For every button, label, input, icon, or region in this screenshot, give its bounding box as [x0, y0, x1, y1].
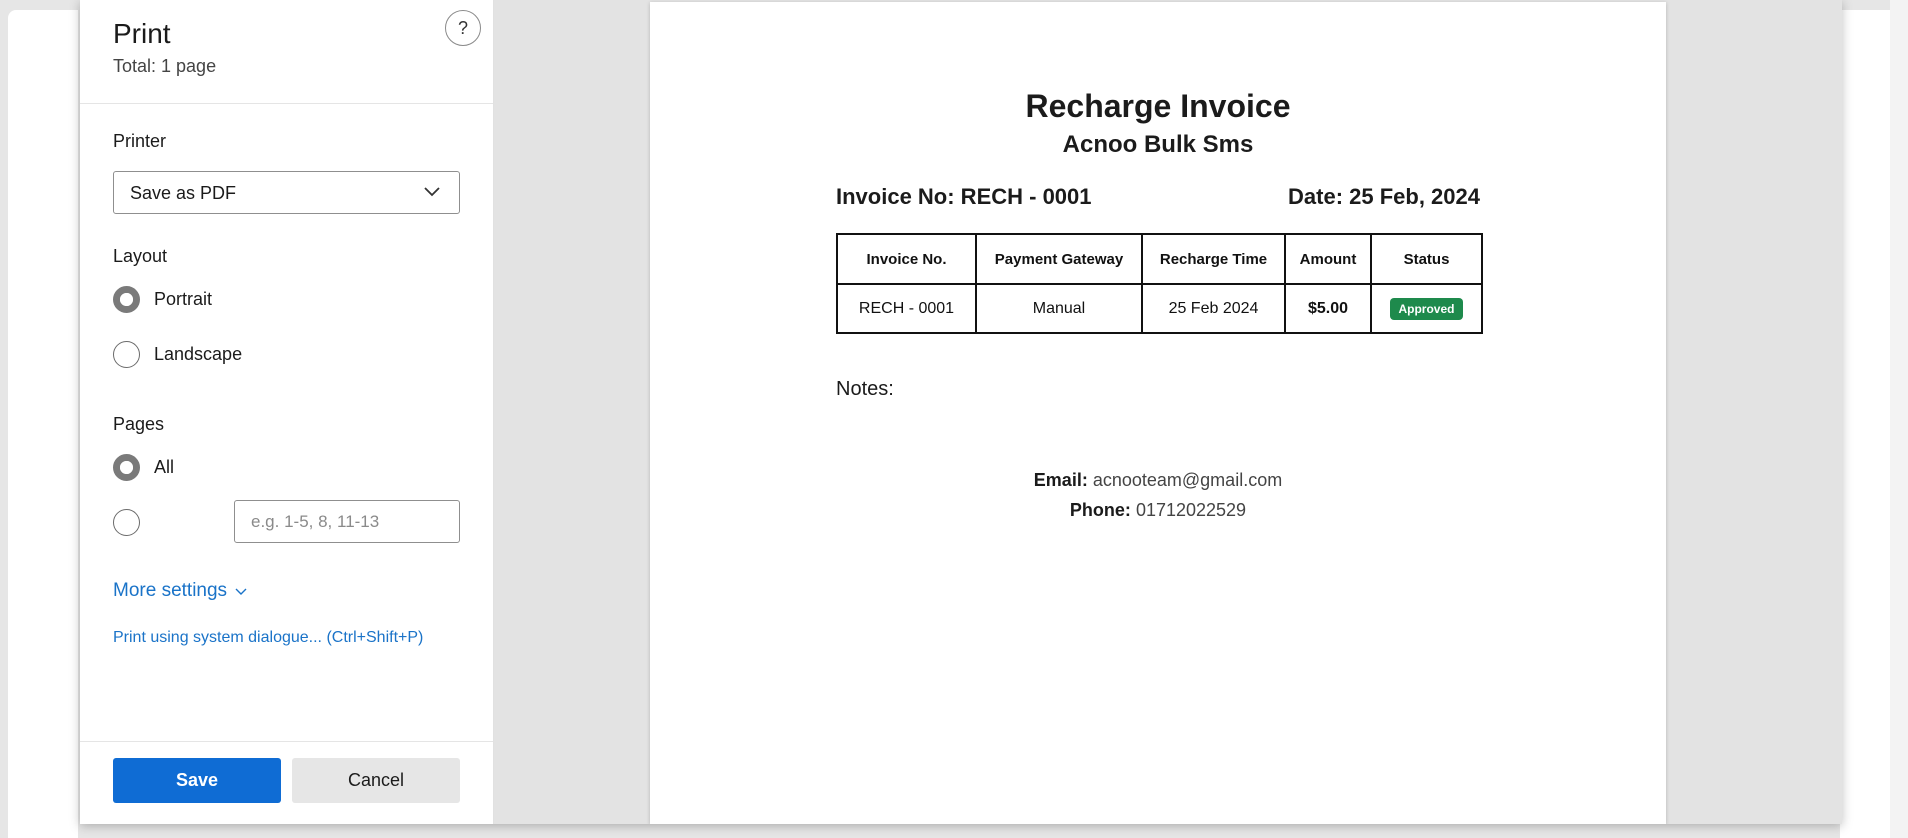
print-dialog: [80, 0, 1842, 824]
cell-amount: $5.00: [1285, 284, 1371, 333]
notes-label: Notes:: [836, 378, 894, 400]
pages-custom-radio[interactable]: [113, 509, 140, 536]
column-header: Status: [1371, 234, 1482, 284]
cell-gateway: Manual: [976, 284, 1142, 333]
more-settings-link[interactable]: [113, 580, 247, 602]
landscape-radio[interactable]: [113, 341, 140, 368]
system-dialog-link[interactable]: Print using system dialogue... (Ctrl+Shift+P): [113, 629, 424, 646]
printer-label: Printer: [113, 131, 167, 151]
chevron-down-icon: [423, 183, 441, 201]
column-header: Recharge Time: [1142, 234, 1285, 284]
table-header-row: [837, 234, 1482, 284]
chevron-down-icon: [235, 585, 247, 597]
status-badge: Approved: [1390, 298, 1462, 320]
help-icon: ?: [457, 17, 468, 38]
cell-invoice-no: RECH - 0001: [837, 284, 976, 333]
page-scrollbar[interactable]: [1890, 0, 1908, 838]
email-label: Email:: [1033, 470, 1088, 490]
landscape-label: Landscape: [154, 343, 243, 364]
invoice-date: Date: 25 Feb, 2024: [1288, 184, 1480, 209]
portrait-label: Portrait: [154, 288, 213, 309]
pages-label: Pages: [113, 414, 165, 434]
contact-email: [650, 470, 1666, 491]
column-header: Invoice No.: [837, 234, 976, 284]
phone-label: Phone:: [1069, 500, 1131, 520]
layout-label: Layout: [113, 246, 168, 266]
layout-option-portrait[interactable]: [113, 285, 212, 313]
table-row: [837, 284, 1482, 333]
column-header: Payment Gateway: [976, 234, 1142, 284]
pages-option-custom[interactable]: [113, 508, 140, 536]
print-preview-area: [494, 0, 1842, 824]
background-page-left: [8, 10, 78, 838]
column-header: Amount: [1285, 234, 1371, 284]
printer-select[interactable]: [113, 171, 460, 214]
print-settings-panel: [80, 0, 494, 824]
company-name: Acnoo Bulk Sms: [1062, 131, 1254, 158]
divider: [80, 741, 493, 742]
more-settings-label: More settings: [113, 580, 228, 601]
invoice-table: [836, 233, 1483, 334]
pages-option-all[interactable]: [113, 453, 174, 481]
email-value: acnooteam@gmail.com: [1092, 470, 1283, 490]
print-title: Print: [113, 18, 171, 49]
invoice-title: Recharge Invoice: [1025, 88, 1291, 124]
page-total: Total: 1 page: [113, 56, 217, 76]
phone-value: 01712022529: [1135, 500, 1247, 520]
help-button[interactable]: [445, 10, 481, 46]
contact-phone: [650, 500, 1666, 521]
printer-select-value: Save as PDF: [130, 183, 237, 203]
cell-recharge-time: 25 Feb 2024: [1142, 284, 1285, 333]
save-button[interactable]: Save: [113, 758, 281, 803]
portrait-radio[interactable]: [113, 286, 140, 313]
pages-all-label: All: [154, 456, 175, 477]
layout-option-landscape[interactable]: [113, 340, 242, 368]
preview-page: [650, 2, 1666, 824]
pages-range-input[interactable]: [234, 500, 460, 543]
pages-all-radio[interactable]: [113, 454, 140, 481]
cancel-button[interactable]: Cancel: [292, 758, 460, 803]
invoice-number: Invoice No: RECH - 0001: [836, 184, 1092, 209]
cell-status: [1371, 284, 1482, 333]
divider: [80, 103, 493, 104]
